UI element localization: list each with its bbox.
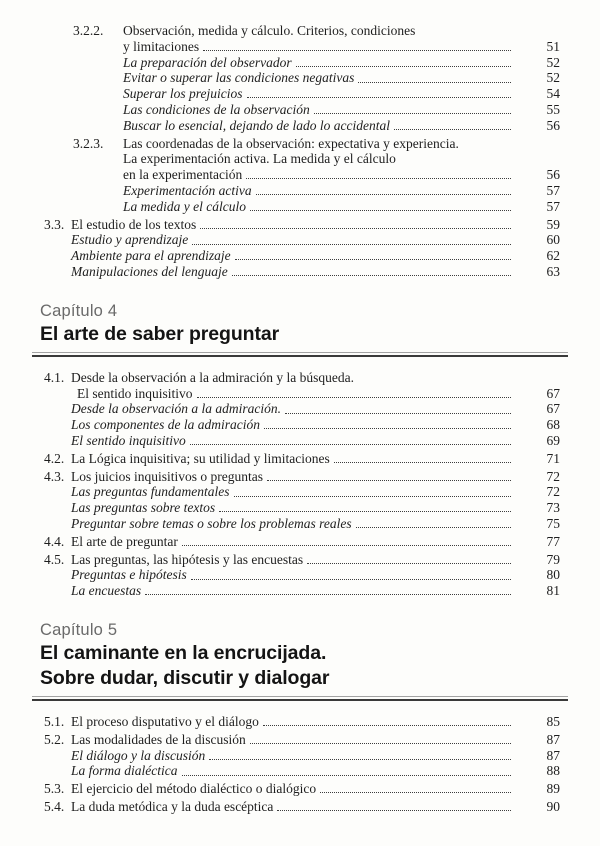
toc-entry-number: 4.1. [44,369,65,385]
toc-entry-line [44,451,560,467]
chapter-divider-rule [32,352,568,357]
toc-entry [44,567,560,583]
page-number: 73 [546,500,560,516]
page-number: 57 [546,198,560,214]
page-number: 85 [546,713,560,729]
page-number: 69 [546,432,560,448]
page-number: 56 [546,117,560,133]
toc-entry-text: El diálogo y la discusión [71,747,206,763]
toc-entry-line [73,39,560,55]
dot-leader [277,810,511,811]
toc-entry-line [71,484,560,500]
toc-entry-text: Desde la observación a la admiración. [71,401,281,417]
toc-entry-line [44,370,560,386]
toc-entry-text: El sentido inquisitivo [71,432,186,448]
toc-entry-line [123,102,560,118]
toc-entry-line [71,748,560,764]
toc-entry-number: 4.4. [44,533,65,549]
dot-leader [307,563,511,564]
toc-entry-text: Buscar lo esencial, dejando de lado lo accidental [123,117,390,133]
dot-leader [247,97,512,98]
toc-entry-line [44,781,560,797]
toc-entry [44,217,560,233]
toc-entry-text: Los juicios inquisitivos o preguntas [71,468,263,484]
toc-entry-text: Evitar o superar las condiciones negativas [123,70,355,86]
dot-leader [235,259,511,260]
toc-entry [44,433,560,449]
dot-leader [320,792,511,793]
dot-leader [246,178,511,179]
dot-leader [263,725,511,726]
toc-entry-number: 3.2.3. [73,135,104,151]
page-number: 57 [546,182,560,198]
page-number: 59 [546,216,560,232]
toc-entry [44,763,560,779]
toc-entry-line [123,86,560,102]
toc-entry-number: 5.4. [44,798,65,814]
page-number: 77 [546,533,560,549]
toc-entry-number: 5.3. [44,781,65,797]
page-number: 79 [546,551,560,567]
toc-entry [44,417,560,433]
dot-leader [250,743,511,744]
toc-entry-line [123,55,560,71]
page-number: 89 [546,781,560,797]
toc-entry [44,401,560,417]
toc-entry-line [73,136,560,152]
dot-leader [250,210,511,211]
toc-entry-text: Las modalidades de la discusión [71,731,246,747]
toc-entry-line [44,799,560,815]
chapter-number-label: Capítulo 5 [40,620,118,639]
dot-leader [358,82,511,83]
dot-leader [267,480,511,481]
toc-entry-text: en la experimentación [123,167,243,183]
toc-entry [44,714,560,730]
toc-entry-line [71,232,560,248]
toc-entry-text: Ambiente para el aprendizaje [71,248,231,264]
toc-entry [44,370,560,402]
toc-entry-line [44,534,560,550]
toc-entry [44,451,560,467]
page-number: 68 [546,417,560,433]
toc-entry-text: Preguntar sobre temas o sobre los problemas reales [71,515,352,531]
dot-leader [264,428,511,429]
toc-entry-line [44,386,560,402]
toc-entry-text: La preparación del observador [123,54,292,70]
toc-entry-number: 4.2. [44,450,65,466]
page-number: 67 [546,385,560,401]
page-number: 54 [546,86,560,102]
toc-entry-text: Superar los prejuicios [123,86,243,102]
page-number: 63 [546,263,560,279]
toc-entry [44,23,560,55]
page-number: 72 [546,484,560,500]
toc-entry-line [71,583,560,599]
toc-entry-line [71,516,560,532]
toc-entry-line [123,70,560,86]
toc-entry-text: La forma dialéctica [71,763,178,779]
dot-leader [256,194,511,195]
toc-entry-text: Estudio y aprendizaje [71,232,189,248]
toc-entry-line [73,151,560,167]
toc-entry-text: Las coordenadas de la observación: expectativa y experiencia. [123,135,459,151]
toc-entry [44,118,560,134]
toc-entry-text: El estudio de los textos [71,216,197,232]
toc-entry-text: Los componentes de la admiración [71,417,260,433]
dot-leader [197,397,511,398]
page-number: 72 [546,468,560,484]
toc-entry [44,583,560,599]
toc-entry-line [44,217,560,233]
toc-entry [44,469,560,485]
toc-entry [44,183,560,199]
toc-entry [44,86,560,102]
toc-entry [44,248,560,264]
toc-entry-text: y limitaciones [123,38,200,54]
chapter-title-line: El caminante en la encrucijada. [40,641,327,664]
toc-entry-text: El sentido inquisitivo [77,385,193,401]
toc-entry-text: Preguntas e hipótesis [71,567,187,583]
toc-entry-line [71,248,560,264]
page-number: 75 [546,515,560,531]
toc-entry-line [71,500,560,516]
page-number: 87 [546,731,560,747]
toc-entry-line [123,118,560,134]
toc-entry-text: La Lógica inquisitiva; su utilidad y limitaciones [71,450,330,466]
page-number: 87 [546,747,560,763]
toc-entry-line [71,417,560,433]
toc-entry-text: Las condiciones de la observación [123,101,310,117]
chapter-number-label: Capítulo 4 [40,301,118,320]
toc-entry-text: Desde la observación a la admiración y la búsqueda. [71,369,355,385]
page-number: 55 [546,101,560,117]
toc-entry [44,500,560,516]
toc-entry-number: 5.2. [44,731,65,747]
dot-leader [314,113,511,114]
page-number: 56 [546,167,560,183]
toc-entry-line [123,199,560,215]
chapter-divider-rule [32,696,568,701]
dot-leader [182,775,512,776]
toc-content [40,23,560,815]
toc-entry [44,199,560,215]
toc-entry-number: 5.1. [44,713,65,729]
dot-leader [356,527,511,528]
toc-entry-line [44,552,560,568]
page-number: 60 [546,232,560,248]
page-number: 90 [546,798,560,814]
toc-entry-text: Manipulaciones del lenguaje [71,263,228,279]
toc-entry-text: Las preguntas sobre textos [71,500,216,516]
toc-entry-line [44,732,560,748]
chapter-5-heading [40,620,560,701]
page-number: 81 [546,583,560,599]
toc-entry [44,264,560,280]
dot-leader [192,244,511,245]
toc-entry-text: La encuestas [71,583,142,599]
chapter-title-line: El arte de saber preguntar [40,322,280,345]
toc-entry [44,136,560,183]
chapter-4-heading [40,301,560,357]
page-number: 80 [546,567,560,583]
toc-entry [44,484,560,500]
dot-leader [191,579,511,580]
dot-leader [190,444,511,445]
page-number: 71 [546,450,560,466]
toc-entry-line [71,567,560,583]
toc-entry-text: El ejercicio del método dialéctico o dialógico [71,781,317,797]
toc-entry-text: Experimentación activa [123,182,252,198]
toc-entry-text: Las preguntas fundamentales [71,484,230,500]
toc-entry-line [123,183,560,199]
toc-entry [44,232,560,248]
toc-entry-text: El arte de preguntar [71,533,178,549]
toc-entry-line [71,433,560,449]
toc-entry-line [73,23,560,39]
toc-entry-text: El proceso disputativo y el diálogo [71,713,259,729]
toc-entry [44,799,560,815]
dot-leader [334,462,511,463]
chapter-title-line: Sobre dudar, discutir y dialogar [40,666,330,689]
toc-entry [44,516,560,532]
page-number: 67 [546,401,560,417]
dot-leader [203,50,511,51]
toc-entry [44,55,560,71]
dot-leader [296,66,511,67]
toc-entry-line [71,401,560,417]
page-number: 88 [546,763,560,779]
page-number: 51 [546,38,560,54]
toc-entry-number: 4.3. [44,468,65,484]
dot-leader [182,545,511,546]
chapter-3-toc-continued [44,23,560,280]
toc-entry-line [44,469,560,485]
toc-entry-text: La experimentación activa. La medida y el cálculo [123,151,396,167]
toc-entry [44,102,560,118]
dot-leader [394,129,511,130]
toc-entry [44,748,560,764]
toc-entry [44,732,560,748]
toc-entry-line [71,763,560,779]
toc-entry-text: La duda metódica y la duda escéptica [71,798,274,814]
dot-leader [200,228,511,229]
page-number: 62 [546,248,560,264]
chapter-4-toc [44,370,560,599]
toc-entry-text: La medida y el cálculo [123,198,246,214]
chapter-5-toc [44,714,560,815]
dot-leader [209,759,511,760]
toc-entry [44,552,560,568]
dot-leader [219,511,511,512]
toc-entry [44,534,560,550]
toc-entry-line [71,264,560,280]
toc-entry [44,70,560,86]
toc-entry-number: 4.5. [44,551,65,567]
toc-entry-number: 3.3. [44,216,65,232]
toc-entry [44,781,560,797]
toc-entry-number: 3.2.2. [73,23,104,38]
page-number: 52 [546,54,560,70]
toc-entry-line [73,167,560,183]
page-number: 52 [546,70,560,86]
toc-entry-text: Las preguntas, las hipótesis y las encuestas [71,551,304,567]
dot-leader [285,413,511,414]
toc-entry-line [44,714,560,730]
dot-leader [234,496,512,497]
dot-leader [145,594,511,595]
dot-leader [232,275,511,276]
toc-entry-text: Observación, medida y cálculo. Criterios, condiciones [123,23,416,38]
